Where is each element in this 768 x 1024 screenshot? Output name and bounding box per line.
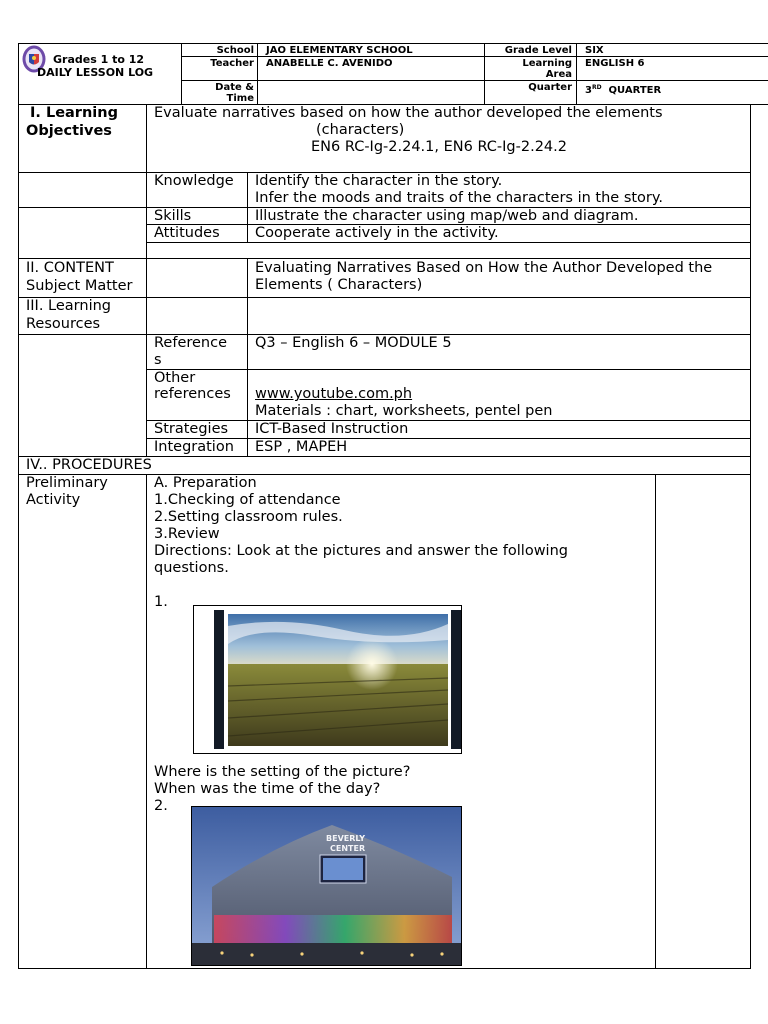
strategies-value: ICT-Based Instruction [255, 421, 409, 437]
preliminary-label-1: Preliminary [26, 475, 108, 491]
knowledge-line-1: Identify the character in the story. [255, 173, 503, 189]
beverly-center-mall-photo [191, 806, 462, 966]
attendance-item: 1.Checking of attendance [154, 492, 341, 508]
directions-line-1: Directions: Look at the pictures and answer the following [154, 543, 568, 559]
content-value-1: Evaluating Narratives Based on How the Author Developed the [255, 260, 713, 276]
daily-lesson-log-title: DAILY LESSON LOG [37, 66, 154, 79]
learning-area-label-2: Area [545, 69, 572, 80]
quarter-number: 3 [585, 85, 592, 96]
review-item: 3.Review [154, 526, 220, 542]
other-references-label-2: references [154, 386, 231, 402]
grade-level-value: SIX [585, 45, 604, 56]
references-label-2: s [154, 352, 162, 368]
mall-sign-beverly: BEVERLY [326, 834, 366, 843]
knowledge-label: Knowledge [154, 173, 234, 189]
mall-sign-center: CENTER [330, 844, 366, 853]
directions-line-2: questions. [154, 560, 229, 576]
objectives-line-2: (characters) [316, 122, 405, 138]
question-setting: Where is the setting of the picture? [154, 764, 411, 780]
quarter-label: Quarter [528, 82, 572, 93]
attitudes-label: Attitudes [154, 225, 220, 241]
grade-level-label: Grade Level [504, 45, 572, 56]
integration-label: Integration [154, 439, 234, 455]
content-value-2: Elements ( Characters) [255, 277, 423, 293]
quarter-value [585, 82, 661, 96]
other-references-label-1: Other [154, 370, 196, 386]
learning-area-value: ENGLISH 6 [585, 58, 645, 69]
school-value: JAO ELEMENTARY SCHOOL [266, 45, 413, 56]
grades-label: Grades 1 to 12 [53, 53, 145, 66]
content-heading-2: Subject Matter [26, 278, 133, 294]
resources-heading-1: III. Learning [26, 298, 111, 314]
objectives-heading-2: Objectives [26, 123, 112, 139]
materials-value: Materials : chart, worksheets, pentel pen [255, 403, 553, 419]
date-time-label-2: Time [226, 93, 254, 104]
objectives-heading-1: I. Learning [30, 105, 118, 121]
references-label-1: Reference [154, 335, 228, 351]
attitudes-value: Cooperate actively in the activity. [255, 225, 499, 241]
knowledge-line-2: Infer the moods and traits of the characters in the story. [255, 190, 664, 206]
preparation-heading: A. Preparation [154, 475, 257, 491]
objectives-line-1: Evaluate narratives based on how the author developed the elements [154, 105, 663, 121]
rules-item: 2.Setting classroom rules. [154, 509, 343, 525]
learning-area-label-1: Learning [522, 58, 572, 69]
preliminary-label-2: Activity [26, 492, 81, 508]
picture-number-1: 1. [154, 594, 168, 610]
content-heading-1: II. CONTENT [26, 260, 114, 276]
question-time: When was the time of the day? [154, 781, 381, 797]
references-value: Q3 – English 6 – MODULE 5 [255, 335, 452, 351]
youtube-link[interactable]: www.youtube.com.ph [255, 386, 413, 402]
quarter-word: QUARTER [608, 85, 662, 96]
resources-heading-2: Resources [26, 316, 101, 332]
skills-label: Skills [154, 208, 192, 224]
teacher-label: Teacher [210, 58, 254, 69]
quarter-ordinal: RD [591, 84, 602, 91]
strategies-label: Strategies [154, 421, 229, 437]
date-time-label-1: Date & [215, 82, 254, 93]
teacher-value: ANABELLE C. AVENIDO [266, 58, 393, 69]
skills-value: Illustrate the character using map/web and diagram. [255, 208, 639, 224]
integration-value: ESP , MAPEH [255, 439, 348, 455]
school-label: School [216, 45, 254, 56]
objectives-codes: EN6 RC-Ig-2.24.1, EN6 RC-Ig-2.24.2 [311, 139, 567, 155]
procedures-heading: IV.. PROCEDURES [26, 457, 152, 473]
vineyard-sunset-photo [193, 605, 462, 754]
picture-number-2: 2. [154, 798, 168, 814]
